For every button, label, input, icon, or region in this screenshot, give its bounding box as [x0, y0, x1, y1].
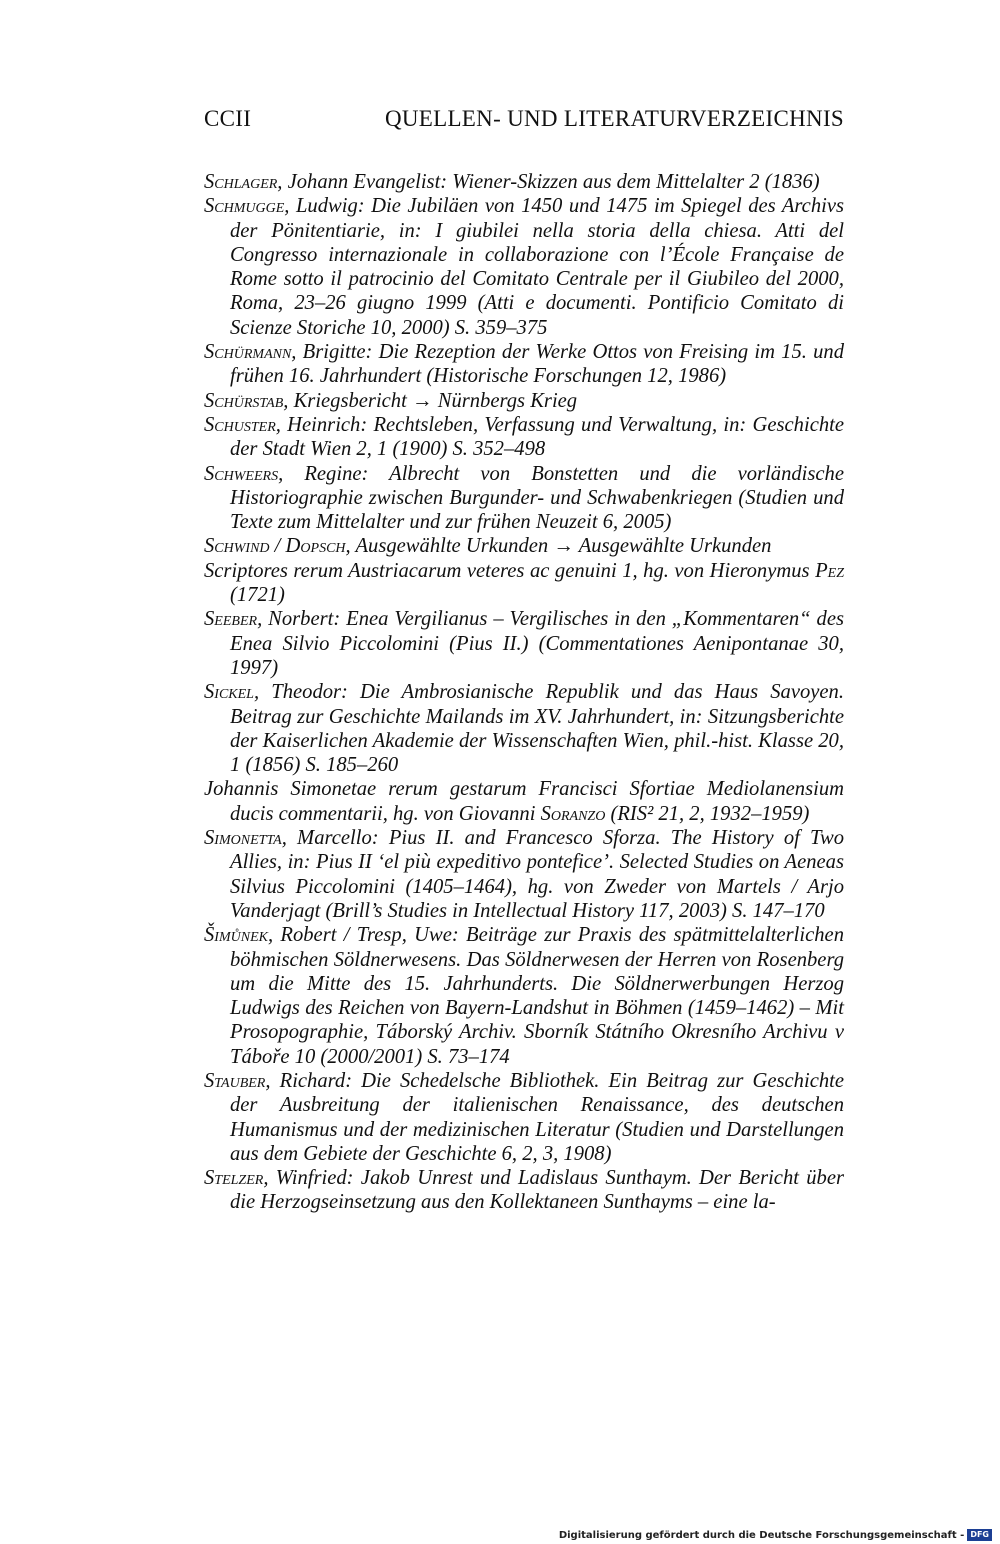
bibliography-entry [204, 826, 844, 923]
entry-author: Stauber [204, 1069, 266, 1092]
entry-text: , Marcello: Pius II. and Francesco Sforza. The History of Two Allies, in: Pius II ‘el più expeditivo pontefice’. Selected Studies on Aeneas Silvius Piccolomini (1405–1464), hg. von Zweder von Martels / Arjo Vanderjagt (Brill’s Studies in Intellectual History 117, 2003) S. 147–170 [230, 827, 844, 922]
bibliography-entry [204, 1166, 844, 1215]
entry-author: Soranzo [540, 802, 606, 825]
entry-author: Seeber [204, 608, 258, 631]
entry-text: , Ludwig: Die Jubiläen von 1450 und 1475 im Spiegel des Archivs der Pönitentiarie, in: I giubilei nella storia della chiesa. Atti del Congresso internazionale in collaborazione con l’École Française de Rome sotto il patrocinio del Comitato Centrale per il Giubileo del 2000, Roma, 23–26 giugno 1999 (Atti e documenti. Pontificio Comitato di Scienze Storiche 10, 2000) S. 359–375 [230, 195, 844, 339]
bibliography-entry [204, 607, 844, 680]
entry-author: Schweers [204, 462, 279, 485]
entry-author: Schmugge [204, 195, 285, 218]
entry-text: , Brigitte: Die Rezeption der Werke Ottos von Freising im 15. und frühen 16. Jahrhundert (Historische Forschungen 12, 1986) [230, 341, 844, 388]
entry-text: , Kriegsbericht → Nürnbergs Krieg [283, 389, 578, 412]
entry-text-prefix: Johannis Simonetae rerum gestarum Francisci Sfortiae Mediolanensium ducis commentarii, hg. von Giovanni [204, 778, 844, 825]
digitization-footer [559, 1528, 992, 1542]
entry-author: Schürmann [204, 341, 292, 364]
entry-author: Stelzer [204, 1167, 264, 1190]
entry-text: , Theodor: Die Ambrosianische Republik und das Haus Savoyen. Beitrag zur Geschichte Mailands im XV. Jahrhundert, in: Sitzungsberichte der Kaiserlichen Akademie der Wissenschaften Wien, phil.-hist. Klasse 20, 1 (1856) S. 185–260 [230, 681, 844, 777]
bibliography-entry [204, 777, 844, 826]
bibliography-entry [204, 389, 844, 413]
entry-text: (RIS² 21, 2, 1932–1959) [605, 802, 810, 825]
bibliography-entry [204, 194, 844, 340]
bibliography-entry [204, 462, 844, 535]
entry-text: , Ausgewählte Urkunden → Ausgewählte Urkunden [345, 535, 772, 558]
entry-author: Pez [815, 559, 844, 582]
entry-text: , Norbert: Enea Vergilianus – Vergilisches in den „Kommentaren“ des Enea Silvio Piccolomini (Pius II.) (Commentationes Aenipontanae 30, 1997) [230, 608, 844, 679]
entry-author: Simonetta [204, 827, 282, 850]
bibliography-entry [204, 170, 844, 194]
entry-author: Schwind / Dopsch [204, 535, 346, 558]
bibliography-entry [204, 923, 844, 1069]
entry-text: , Regine: Albrecht von Bonstetten und die vorländische Historiographie zwischen Burgunder- und Schwabenkriegen (Studien und Texte zum Mittelalter und zur frühen Neuzeit 6, 2005) [230, 462, 844, 534]
entry-author: Schuster [204, 413, 276, 436]
running-title: QUELLEN- UND LITERATURVERZEICHNIS [384, 106, 844, 131]
entry-text: , Richard: Die Schedelsche Bibliothek. Ein Beitrag zur Geschichte der Ausbreitung der italienischen Renaissance, des deutschen Humanismus und der medizinischen Literatur (Studien und Darstellungen aus dem Gebiete der Geschichte 6, 2, 3, 1908) [230, 1069, 844, 1165]
bibliography-entry [204, 413, 844, 462]
bibliography-entry [204, 534, 844, 558]
entry-author: Šimůnek [204, 924, 268, 947]
bibliography-entry [204, 340, 844, 389]
footer-text: Digitalisierung gefördert durch die Deutsche Forschungsgemeinschaft - [558, 1529, 965, 1541]
entry-text: , Winfried: Jakob Unrest und Ladislaus Sunthaym. Der Bericht über die Herzogseinsetzung aus den Kollektaneen Sunthayms – eine la- [230, 1167, 844, 1214]
entry-author: Schlager [204, 171, 278, 193]
entry-author: Sickel [204, 681, 254, 704]
dfg-logo: DFG [967, 1529, 992, 1541]
bibliography-entry [204, 559, 844, 608]
entry-text-prefix: Scriptores rerum Austriacarum veteres ac genuini 1, hg. von Hieronymus [204, 559, 816, 582]
entry-text: , Johann Evangelist: Wiener-Skizzen aus dem Mittelalter 2 (1836) [277, 171, 820, 193]
page-number: CCII [204, 106, 252, 131]
entry-text: , Heinrich: Rechtsleben, Verfassung und Verwaltung, in: Geschichte der Stadt Wien 2, 1 (1900) S. 352–498 [230, 413, 844, 461]
bibliography-list [204, 170, 844, 1215]
entry-author: Schürstab [204, 389, 284, 412]
entry-text: , Robert / Tresp, Uwe: Beiträge zur Praxis des spätmittelalterlichen böhmischen Söldnerwesens. Das Söldnerwesen der Herren von Rosenberg um die Mitte des 15. Jahrhunderts. Die Söldnerwerbungen Herzog Ludwigs des Reichen von Bayern-Landshut in Böhmen (1459–1462) – Mit Prosopographie, Táborský Archiv. Sborník Státního Okresního Archivu v Táboře 10 (2000/2001) S. 73–174 [230, 924, 844, 1068]
bibliography-entry [204, 1069, 844, 1166]
entry-text: (1721) [230, 584, 285, 607]
page-header [204, 106, 844, 140]
bibliography-entry [204, 680, 844, 777]
